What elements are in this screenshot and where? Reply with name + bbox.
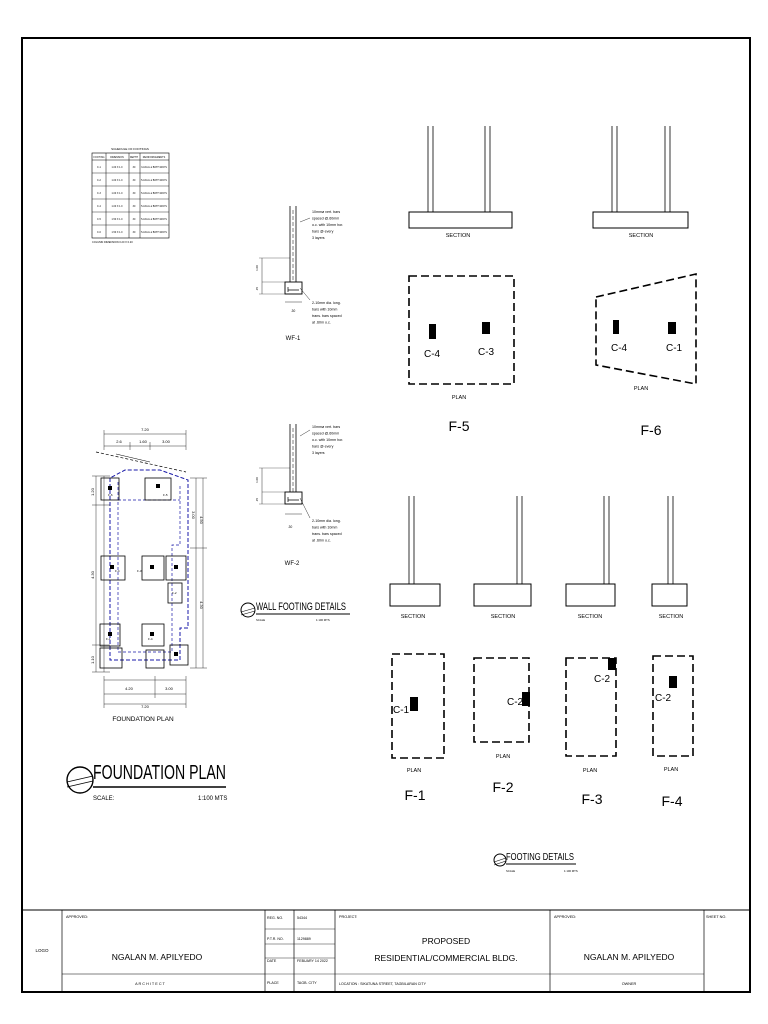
note-line: bars with 10mm <box>312 307 338 312</box>
plan-footing-label: F-6 <box>108 493 113 497</box>
schedule-cell: 30 <box>132 179 136 182</box>
schedule-cell: 30 <box>132 218 136 221</box>
note-line: bars @ every <box>312 444 334 449</box>
date-label: DATE <box>267 959 277 963</box>
footing-f4 <box>652 496 693 809</box>
f5-column-label: C-3 <box>478 347 495 358</box>
note-line: at .60m o.c. <box>312 538 331 543</box>
footing-f3 <box>566 496 616 807</box>
schedule-header: FOOTING <box>93 156 105 159</box>
f4-plan-label: PLAN <box>663 767 679 773</box>
footing-f5 <box>409 126 514 434</box>
wf2-height-dim: 1.00 <box>255 477 259 483</box>
wf1-long-note <box>312 301 343 325</box>
schedule-cell: 5-16mm ø BOTH WAYS <box>141 231 167 234</box>
plan-dim-bottom-total: 7.20 <box>141 704 149 709</box>
schedule-cell: 30 <box>132 205 136 208</box>
schedule-cell: 1.50 X 1.0 <box>111 231 123 234</box>
f6-plan-label: PLAN <box>633 386 649 392</box>
f3-column-label: C-2 <box>594 674 611 685</box>
schedule-cell: 30 <box>132 166 136 169</box>
plan-footing-label: F-4 <box>115 569 120 573</box>
foundation-plan-drawing <box>90 427 207 723</box>
f4-name: F-4 <box>661 793 683 809</box>
plan-dim-top-c: 3.00 <box>162 439 170 444</box>
f6-section-label: SECTION <box>628 233 654 239</box>
note-line: o.c. with 10mm hor. <box>312 438 344 442</box>
plan-footing-label: F-3 <box>137 569 142 573</box>
note-line: spaced @.60mm <box>312 216 340 221</box>
schedule-cell: F-5 <box>97 218 101 221</box>
note-line: 3 layers <box>312 451 325 455</box>
note-line: 2-10mm dia. long. <box>312 519 341 523</box>
f5-section-label: SECTION <box>445 233 471 239</box>
logo-placeholder: LOGO <box>35 948 49 953</box>
schedule-cell: 1.00 X 1.0 <box>111 166 123 169</box>
schedule-header: DEPTH <box>129 156 139 159</box>
f1-section-label: SECTION <box>400 614 426 620</box>
architect-approved-label: APPROVED: <box>66 915 89 919</box>
place-label: PLACE <box>267 981 279 985</box>
owner-approved-label: APPROVED: <box>554 915 577 919</box>
schedule-cell: 5-16mm ø BOTH WAYS <box>141 192 167 195</box>
schedule-cell: 5-16mm ø BOTH WAYS <box>141 218 167 221</box>
plan-footing-label: F-2 <box>172 591 177 595</box>
wf2-depth-dim: .15 <box>255 497 259 503</box>
schedule-cell: F-3 <box>97 192 101 195</box>
architect-name: NGALAN M. APILYEDO <box>111 952 203 962</box>
plan-dim-left-a: 1.20 <box>90 488 95 496</box>
footing-details-title: FOOTING DETAILS <box>506 852 575 863</box>
plan-dim-bottom-b: 3.00 <box>165 686 173 691</box>
wall-footing-scale-value: 1:100 MTS <box>316 618 330 622</box>
place-value: TAGB. CITY <box>297 981 317 985</box>
schedule-cell: F-1 <box>97 166 101 169</box>
project-line1: PROPOSED <box>421 936 471 946</box>
date-value: FEBUARY 14 2022 <box>297 959 328 963</box>
note-line: spaced @.60mm <box>312 431 340 436</box>
plan-dim-top-total: 7.20 <box>141 427 149 432</box>
f3-name: F-3 <box>581 791 603 807</box>
footing-f2 <box>474 496 531 795</box>
f2-plan-label: PLAN <box>495 754 511 760</box>
f5-name: F-5 <box>448 418 470 434</box>
f2-section-label: SECTION <box>490 614 516 620</box>
f4-section-label: SECTION <box>658 614 684 620</box>
footing-details-scale-value: 1:100 MTS <box>564 869 578 873</box>
wf2-label: WF-2 <box>284 561 300 567</box>
footing-details-scale-label: SCALE <box>506 869 516 873</box>
footing-f1 <box>390 496 444 803</box>
f2-name: F-2 <box>492 779 514 795</box>
f5-plan-label: PLAN <box>451 395 467 401</box>
note-line: bars @ every <box>312 229 334 234</box>
sheet-number-label: SHEET NO. <box>706 915 727 919</box>
reg-value: 54344 <box>297 916 307 920</box>
schedule-cell: F-6 <box>97 231 101 234</box>
foundation-plan-scale-value: 1:100 MTS <box>198 796 228 802</box>
plan-dim-bottom-a: 4.20 <box>125 686 133 691</box>
wf1-label: WF-1 <box>285 336 301 342</box>
schedule-cell: 1.00 X 1.0 <box>111 179 123 182</box>
wf1-height-dim: 1.00 <box>255 265 259 271</box>
wf2-long-note <box>312 519 343 543</box>
wf2-vert-note <box>312 425 344 455</box>
f1-plan-label: PLAN <box>406 768 422 774</box>
note-line: 3 layers <box>312 236 325 240</box>
title-block <box>22 910 750 992</box>
note-line: bars with 10mm <box>312 525 338 530</box>
project-label: PROJECT: <box>339 915 358 919</box>
schedule-cell: F-2 <box>97 179 101 182</box>
architect-role: A R C H I T E C T <box>135 982 165 986</box>
note-line: 10mmø vert. bars <box>312 425 341 429</box>
owner-role: OWNER <box>621 982 637 986</box>
schedule-cell: 1.00 X 1.0 <box>111 192 123 195</box>
f1-column-label: C-1 <box>393 705 410 716</box>
f6-column-label: C-4 <box>611 343 628 354</box>
wall-footing-scale-label: SCALE <box>256 618 266 622</box>
wf1-depth-dim: .15 <box>255 286 259 292</box>
f1-name: F-1 <box>404 787 426 803</box>
schedule-cell: 1.00 X 1.0 <box>111 205 123 208</box>
schedule-cell: 5-16mm ø BOTH WAYS <box>141 205 167 208</box>
project-line2: RESIDENTIAL/COMMERCIAL BLDG. <box>374 953 518 963</box>
footing-details-title-block <box>494 852 578 873</box>
plan-footing-label: F-4 <box>148 637 153 641</box>
reg-label: REG. NO. <box>267 916 284 920</box>
footing-schedule <box>92 147 169 244</box>
project-location: LOCATION : SIKATUNA STREET, TAGBILARAN CITY <box>339 982 426 986</box>
plan-dim-right-a: 3.00 <box>191 511 196 519</box>
ptr-label: P.T.R. NO. <box>267 937 284 941</box>
f6-name: F-6 <box>640 422 662 438</box>
note-line: trans. bars spaced <box>312 314 342 318</box>
schedule-cell: 1.50 X 1.0 <box>111 218 123 221</box>
wall-footing-wf1 <box>255 206 344 342</box>
note-line: at .60m o.c. <box>312 320 331 325</box>
note-line: o.c. with 10mm hor. <box>312 223 344 227</box>
schedule-note: COLUMN DIMENSION 0.20 X 0.20 <box>92 241 133 244</box>
wall-footing-title-block <box>241 601 350 622</box>
f5-column-label: C-4 <box>424 349 441 360</box>
schedule-cell: 30 <box>132 231 136 234</box>
plan-dim-left-b: 4.30 <box>90 571 95 579</box>
foundation-plan-title-block <box>67 762 227 802</box>
schedule-title: SCHEDULE OF FOOTINGS <box>111 147 149 151</box>
f6-column-label: C-1 <box>666 343 683 354</box>
note-line: trans. bars spaced <box>312 532 342 536</box>
plan-footing-label: F-1 <box>106 637 111 641</box>
wf1-vert-note <box>312 210 344 240</box>
plan-dim-right-b: 4.50 <box>199 516 204 524</box>
wall-footing-title: WALL FOOTING DETAILS <box>256 601 346 613</box>
footing-f6 <box>593 126 696 438</box>
foundation-plan-scale-label: SCALE: <box>93 796 115 802</box>
schedule-cell: F-4 <box>97 205 101 208</box>
owner-name: NGALAN M. APILYEDO <box>583 952 675 962</box>
f3-plan-label: PLAN <box>582 768 598 774</box>
sheet-border <box>22 38 750 992</box>
plan-dim-left-c: 1.10 <box>90 656 95 664</box>
plan-dim-top-b: 1.60 <box>139 439 147 444</box>
note-line: 10mmø vert. bars <box>312 210 341 214</box>
foundation-plan-title: FOUNDATION PLAN <box>93 762 226 784</box>
wf2-width-dim: .30 <box>287 525 293 529</box>
f2-column-label: C-2 <box>507 697 524 708</box>
wf1-width-dim: .30 <box>290 309 296 313</box>
plan-footing-label: F-5 <box>163 493 168 497</box>
plan-dim-top-a: 2.6 <box>116 439 122 444</box>
wall-footing-wf2 <box>255 424 344 567</box>
ptr-value: 1129889 <box>297 937 311 941</box>
plan-dim-right-c: 4.30 <box>199 601 204 609</box>
schedule-cell: 30 <box>132 192 136 195</box>
schedule-header: DIMENSION <box>110 156 124 159</box>
schedule-header: REINFORCEMENTS <box>142 156 166 159</box>
schedule-cell: 5-16mm ø BOTH WAYS <box>141 179 167 182</box>
foundation-plan-caption: FOUNDATION PLAN <box>112 716 174 723</box>
note-line: 2-10mm dia. long. <box>312 301 341 305</box>
f3-section-label: SECTION <box>577 614 603 620</box>
f4-column-label: C-2 <box>655 693 672 704</box>
schedule-cell: 3-16mm ø BOTH WAYS <box>141 166 167 169</box>
